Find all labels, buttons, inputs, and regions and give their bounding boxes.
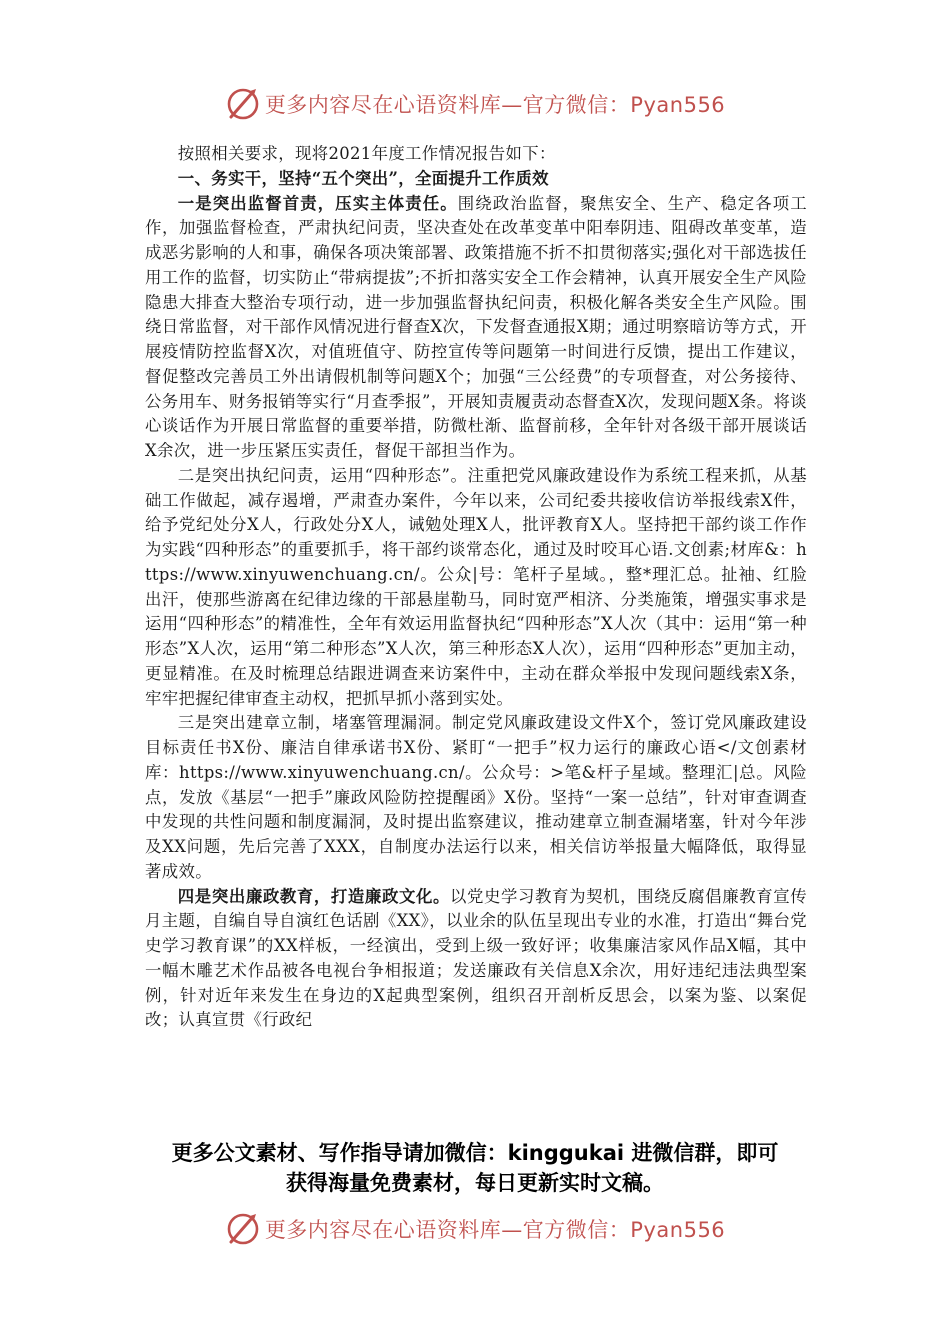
pen-circle-logo-icon — [225, 1211, 261, 1247]
promo-line-2: 获得海量免费素材，每日更新实时文稿。 — [286, 1171, 664, 1195]
paragraph-3: 三是突出建章立制，堵塞管理漏洞。制定党风廉政建设文件X个，签订党风廉政建设目标责任书X份、廉洁自律承诺书X份、紧盯“一把手”权力运行的廉政心语</文创素材库：https://www.xinyuwenchuang.cn/。公众号：>笔&杆子星域。整理汇|总。风险点，发放《基层“一把手”廉政风险防控提醒函》X份。坚持“一案一总结”，针对审查调查中发现的共性问题和制度漏洞，及时提出监察建议，推动建章立制查漏堵塞，针对今年涉及XX问题，先后完善了XXX，自制度办法运行以来，相关信访举报量大幅降低，取得显著成效。 — [145, 713, 807, 881]
paragraph-2: 二是突出执纪问责，运用“四种形态”。注重把党风廉政建设作为系统工程来抓，从基础工作做起，减存遏增，严肃查办案件，今年以来，公司纪委共接收信访举报线索X件，给予党纪处分X人，行政处分X人，诫勉处理X人，批评教育X人。坚持把干部约谈工作作为实践“四种形态”的重要抓手，将干部约谈常态化，通过及时咬耳心语.文创素;材库&：https://www.xinyuwenchuang.cn/。公众|号：笔杆子星域。，整*理汇总。扯袖、红脸出汗，使那些游离在纪律边缘的干部悬崖勒马，同时宽严相济、分类施策，增强实事求是运用“四种形态”的精准性，全年有效运用监督执纪“四种形态”X人次（其中：运用“第一种形态”X人次，运用“第二种形态”X人次，第三种形态X人次），运用“四种形态”更加主动，更显精准。在及时梳理总结跟进调查来访案件中，主动在群众举报中发现问题线索X条，牢牢把握纪律审查主动权，把抓早抓小落到实处。 — [145, 465, 807, 708]
pen-circle-logo-icon — [225, 86, 261, 122]
promo-notice — [100, 1138, 850, 1198]
paragraph-4-body: 以党史学习教育为契机，围绕反腐倡廉教育宣传月主题，自编自导自演红色话剧《XX》，以业余的队伍呈现出专业的水准，打造出“舞台党史学习教育课”的XX样板，一经演出，受到上级一致好评；收集廉洁家风作品X幅，其中一幅木雕艺术作品被各电视台争相报道；发送廉政有关信息X余次，用好违纪违法典型案例，针对近年来发生在身边的X起典型案例，组织召开剖析反思会，以案为鉴、以案促改；认真宣贯《行政纪 — [145, 886, 807, 1030]
paragraph-4-lead: 四是突出廉政教育，打造廉政文化。 — [177, 886, 450, 906]
paragraph-4 — [145, 885, 807, 1034]
footer-banner — [0, 1209, 950, 1249]
footer-banner-text: 更多内容尽在心语资料库—官方微信：Pyan556 — [264, 1218, 726, 1242]
header-banner-text: 更多内容尽在心语资料库—官方微信：Pyan556 — [264, 93, 726, 117]
section-heading: 一、务实干，坚持“五个突出”，全面提升工作质效 — [177, 168, 549, 188]
paragraph-1 — [145, 192, 807, 464]
intro-paragraph: 按照相关要求，现将2021年度工作情况报告如下： — [177, 144, 556, 163]
paragraph-1-body: 围绕政治监督，聚焦安全、生产、稳定各项工作，加强监督检查，严肃执纪问责，坚决查处在改革变革中阳奉阴违、阻碍改革变革，造成恶劣影响的人和事，确保各项决策部署、政策措施不折不扣贯彻落实;强化对干部选拔任用工作的监督，切实防止“带病提拔”;不折扣落实安全工作会精神，认真开展安全生产风险隐患大排查大整治专项行动，进一步加强监督执纪问责，积极化解各类安全生产风险。围绕日常监督，对干部作风情况进行督查X次，下发督查通报X期；通过明察暗访等方式，开展疫情防控监督X次，对值班值守、防控宣传等问题第一时间进行反馈，提出工作建议，督促整改完善员工外出请假机制等问题X个；加强“三公经费”的专项督查，对公务接待、公务用车、财务报销等实行“月查季报”，开展知责履责动态督查X次，发现问题X条。将谈心谈话作为开展日常监督的重要举措，防微杜渐、监督前移，全年针对各级干部开展谈话X余次，进一步压紧压实责任，督促干部担当作为。 — [145, 193, 807, 460]
paragraph-1-lead: 一是突出监督首责，压实主体责任。 — [177, 193, 458, 213]
document-body — [145, 142, 807, 1033]
promo-line-1: 更多公文素材、写作指导请加微信：kinggukai 进微信群，即可 — [171, 1141, 779, 1165]
header-banner — [0, 84, 950, 124]
